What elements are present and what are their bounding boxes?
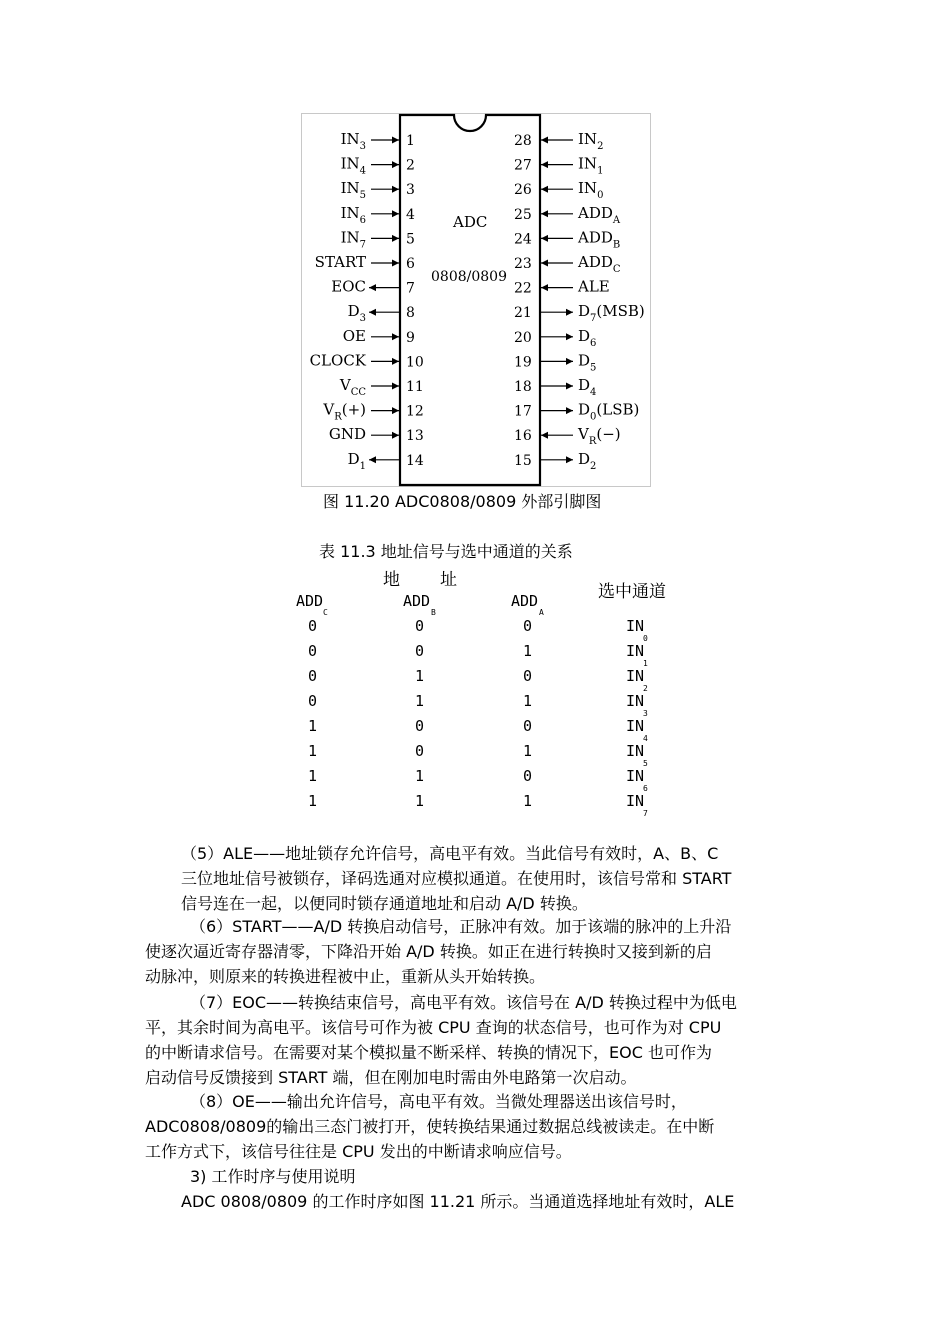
pin-4-label: $IN_6$ <box>340 203 366 226</box>
cell-channel-sub: 4 <box>643 734 648 743</box>
pin-13-label: GND <box>328 425 366 444</box>
pin-18-label: $D_4$ <box>578 376 597 398</box>
pin-27-arrowhead <box>541 161 548 168</box>
col-header-channel: 选中通道 <box>598 582 666 602</box>
pin-21-label: $D_7(MSB)$ <box>578 302 645 325</box>
pin-16-arrowhead <box>541 432 548 439</box>
cell-channel: IN <box>626 642 645 660</box>
pin-27-number: 27 <box>514 157 532 174</box>
cell-add-a: 0 <box>523 617 533 635</box>
pin-13 <box>329 425 424 444</box>
pin-20-number: 20 <box>514 329 532 346</box>
pin-4-number: 4 <box>406 206 415 223</box>
pin-20-label: $D_6$ <box>578 326 597 349</box>
cell-channel-sub: 2 <box>643 684 648 693</box>
cell-add-c: 0 <box>308 617 318 635</box>
p7-line-3: 的中断请求信号。在需要对某个模拟量不断采样、转换的情况下，EOC 也可作为 <box>145 1043 712 1062</box>
cell-add-c: 1 <box>308 742 318 760</box>
pin-1-number: 1 <box>406 133 415 149</box>
cell-channel: IN <box>626 617 645 635</box>
p8-line-2: ADC0808/0809的输出三态门被打开，使转换结果通过数据总线被读走。在中断 <box>145 1117 715 1136</box>
pin-15-number: 15 <box>514 452 532 469</box>
table-title: 表 11.3 地址信号与选中通道的关系 <box>319 542 573 561</box>
pin-24-number: 24 <box>514 231 532 248</box>
cell-add-b: 0 <box>415 642 425 660</box>
cell-channel: IN <box>626 767 645 785</box>
pin-11-arrowhead <box>392 383 399 390</box>
cell-add-a: 1 <box>523 792 533 810</box>
pin-20-arrowhead <box>566 333 573 340</box>
pin-5-arrowhead <box>392 235 399 242</box>
pin-14-label: $D_1$ <box>347 449 366 472</box>
cell-add-a: 0 <box>523 717 533 735</box>
cell-channel-sub: 0 <box>643 634 648 643</box>
pin-19-label: $D_5$ <box>578 351 597 374</box>
p7-line-2: 平，其余时间为高电平。该信号可作为被 CPU 查询的状态信号，也可作为对 CPU <box>145 1018 722 1037</box>
pin-19-number: 19 <box>514 354 532 371</box>
group-header-2: 址 <box>440 570 457 590</box>
pin-23-label: $ADD_C$ <box>578 253 621 275</box>
cell-channel: IN <box>626 792 645 810</box>
col-header-add-c-sub: C <box>323 608 328 617</box>
p6-line-1: （6）START——A/D 转换启动信号，正脉冲有效。加于该端的脉冲的上升沿 <box>190 917 732 936</box>
cell-channel-sub: 3 <box>643 709 648 718</box>
col-header-add-b: ADD <box>403 592 431 610</box>
cell-add-b: 1 <box>415 667 425 685</box>
pin-9-label: OE <box>342 326 366 345</box>
pin-25-label: $ADD_A$ <box>578 203 621 226</box>
cell-channel-sub: 6 <box>643 784 648 793</box>
p7-line-4: 启动信号反馈接到 START 端，但在刚加电时需由外电路第一次启动。 <box>145 1068 637 1087</box>
cell-add-c: 1 <box>308 767 318 785</box>
cell-add-b: 0 <box>415 717 425 735</box>
cell-channel-sub: 7 <box>643 809 648 818</box>
cell-add-a: 1 <box>523 692 533 710</box>
pin-7-number: 7 <box>406 280 415 297</box>
p6-line-3: 动脉冲，则原来的转换进程被中止，重新从头开始转换。 <box>145 967 546 986</box>
cell-add-c: 0 <box>308 667 318 685</box>
pin-8-label: $D_3$ <box>347 302 366 325</box>
pin-9-arrowhead <box>392 333 399 340</box>
pin-26-arrowhead <box>541 186 548 193</box>
pin-8-number: 8 <box>406 305 415 322</box>
pin-23-arrowhead <box>541 260 548 267</box>
pin-4-arrowhead <box>392 210 399 217</box>
pin-26-number: 26 <box>514 182 532 199</box>
pin-12-number: 12 <box>406 403 424 420</box>
pin-16 <box>514 425 621 447</box>
pin-2-number: 2 <box>406 157 415 174</box>
cell-channel: IN <box>626 742 645 760</box>
pin-19 <box>514 351 596 373</box>
pin-1-label: $IN_3$ <box>340 130 366 152</box>
p5-line-1: （5）ALE——地址锁存允许信号，高电平有效。当此信号有效时，A、B、C <box>181 844 719 863</box>
pin-27 <box>514 155 603 177</box>
pin-2-arrowhead <box>392 161 399 168</box>
pin-11-number: 11 <box>406 379 424 395</box>
cell-add-a: 1 <box>523 642 533 660</box>
cell-add-b: 1 <box>415 692 425 710</box>
pin-12-arrowhead <box>392 407 399 414</box>
p6-line-2: 使逐次逼近寄存器清零，下降沿开始 A/D 转换。如正在进行转换时又接到新的启 <box>145 942 712 961</box>
pin-24-arrowhead <box>541 235 548 242</box>
cell-add-b: 0 <box>415 617 425 635</box>
pin-20 <box>514 327 596 349</box>
pin-3-arrowhead <box>392 186 399 193</box>
pin-diagram <box>301 113 651 487</box>
pin-9-number: 9 <box>406 329 415 346</box>
chip-model: 0808/0809 <box>431 269 507 285</box>
pin-6-label: START <box>314 253 366 271</box>
pin-16-number: 16 <box>514 428 532 445</box>
pin-18-arrowhead <box>566 383 573 390</box>
pin-16-label: $V_R(-)$ <box>578 425 621 448</box>
pin-6-arrowhead <box>392 260 399 267</box>
pin-22-number: 22 <box>514 280 532 297</box>
cell-channel: IN <box>626 692 645 710</box>
cell-add-b: 0 <box>415 742 425 760</box>
pin-15-arrowhead <box>566 456 573 463</box>
pin-18-number: 18 <box>514 379 532 395</box>
pin-1-arrowhead <box>392 137 399 144</box>
pin-17-label: $D_0(LSB)$ <box>578 400 640 423</box>
pin-17-arrowhead <box>566 407 573 414</box>
pin-22-label: ALE <box>578 277 610 296</box>
pin-11-label: $V_{CC}$ <box>339 376 366 398</box>
cell-add-c: 1 <box>308 792 318 810</box>
cell-add-b: 1 <box>415 767 425 785</box>
cell-channel-sub: 1 <box>643 659 648 668</box>
pin-26-label: $IN_0$ <box>578 179 604 202</box>
pin-28-arrowhead <box>541 137 548 144</box>
cell-channel-sub: 5 <box>643 759 648 768</box>
section-3-line-1: ADC 0808/0809 的工作时序如图 11.21 所示。当通道选择地址有效时，ALE <box>181 1192 735 1211</box>
pin-5-number: 5 <box>406 231 415 248</box>
pin-28-number: 28 <box>514 133 532 149</box>
cell-channel: IN <box>626 717 645 735</box>
pin-24-label: $ADD_B$ <box>578 228 621 251</box>
cell-add-c: 1 <box>308 717 318 735</box>
pin-14-arrowhead <box>369 456 376 463</box>
pin-2-label: $IN_4$ <box>340 154 366 177</box>
cell-add-c: 0 <box>308 692 318 710</box>
col-header-add-b-sub: B <box>431 608 436 617</box>
pin-3-label: $IN_5$ <box>340 179 366 202</box>
pin-7-label: EOC <box>331 277 366 296</box>
pin-13-arrowhead <box>392 432 399 439</box>
pin-10 <box>310 351 424 370</box>
pin-14-number: 14 <box>406 452 424 469</box>
pin-28 <box>514 130 603 152</box>
pin-21-number: 21 <box>514 305 532 322</box>
cell-channel: IN <box>626 667 645 685</box>
pin-25-arrowhead <box>541 210 548 217</box>
pin-19-arrowhead <box>566 358 573 365</box>
pin-8-arrowhead <box>369 309 376 316</box>
col-header-add-a: ADD <box>511 592 539 610</box>
pin-13-number: 13 <box>406 428 424 445</box>
section-3-title: 3) 工作时序与使用说明 <box>190 1167 356 1186</box>
pin-17-number: 17 <box>514 403 532 420</box>
pin-23-number: 23 <box>514 256 532 272</box>
pin-15-label: $D_2$ <box>578 449 597 472</box>
pin-10-number: 10 <box>406 354 424 371</box>
pin-22-arrowhead <box>541 284 548 291</box>
group-header-1: 地 <box>383 570 400 590</box>
cell-add-a: 0 <box>523 667 533 685</box>
pin-11 <box>339 376 424 398</box>
col-header-add-c: ADD <box>296 592 324 610</box>
pin-12 <box>322 401 423 423</box>
pin-27-label: $IN_1$ <box>578 154 604 177</box>
pin-5-label: $IN_7$ <box>340 228 366 251</box>
p8-line-3: 工作方式下，该信号往往是 CPU 发出的中断请求响应信号。 <box>145 1142 572 1161</box>
p7-line-1: （7）EOC——转换结束信号，高电平有效。该信号在 A/D 转换过程中为低电 <box>190 993 737 1012</box>
p8-line-1: （8）OE——输出允许信号，高电平有效。当微处理器送出该信号时， <box>190 1092 687 1111</box>
pin-21-arrowhead <box>566 309 573 316</box>
cell-add-c: 0 <box>308 642 318 660</box>
col-header-add-a-sub: A <box>539 608 544 617</box>
pin-3-number: 3 <box>406 182 415 199</box>
pin-14 <box>348 450 424 472</box>
cell-add-b: 1 <box>415 792 425 810</box>
pin-7-arrowhead <box>369 284 376 291</box>
pin-25-number: 25 <box>514 206 532 223</box>
pin-22 <box>514 278 610 297</box>
p5-line-3: 信号连在一起，以便同时锁存通道地址和启动 A/D 转换。 <box>181 894 588 913</box>
cell-add-a: 1 <box>523 742 533 760</box>
pin-15 <box>514 450 596 472</box>
pin-12-label: $V_R(+)$ <box>323 400 366 423</box>
pin-18 <box>514 376 596 398</box>
pin-6-number: 6 <box>406 256 415 272</box>
pin-10-arrowhead <box>392 358 399 365</box>
pin-24 <box>514 228 620 250</box>
figure-caption: 图 11.20 ADC0808/0809 外部引脚图 <box>323 492 602 511</box>
chip-name: ADC <box>453 213 488 231</box>
p5-line-2: 三位地址信号被锁存，译码选通对应模拟通道。在使用时，该信号常和 START <box>181 869 732 888</box>
pin-23 <box>514 253 621 275</box>
pin-28-label: $IN_2$ <box>578 130 604 152</box>
pin-10-label: CLOCK <box>309 351 366 370</box>
pin-25 <box>514 204 621 226</box>
cell-add-a: 0 <box>523 767 533 785</box>
pin-26 <box>514 179 603 201</box>
